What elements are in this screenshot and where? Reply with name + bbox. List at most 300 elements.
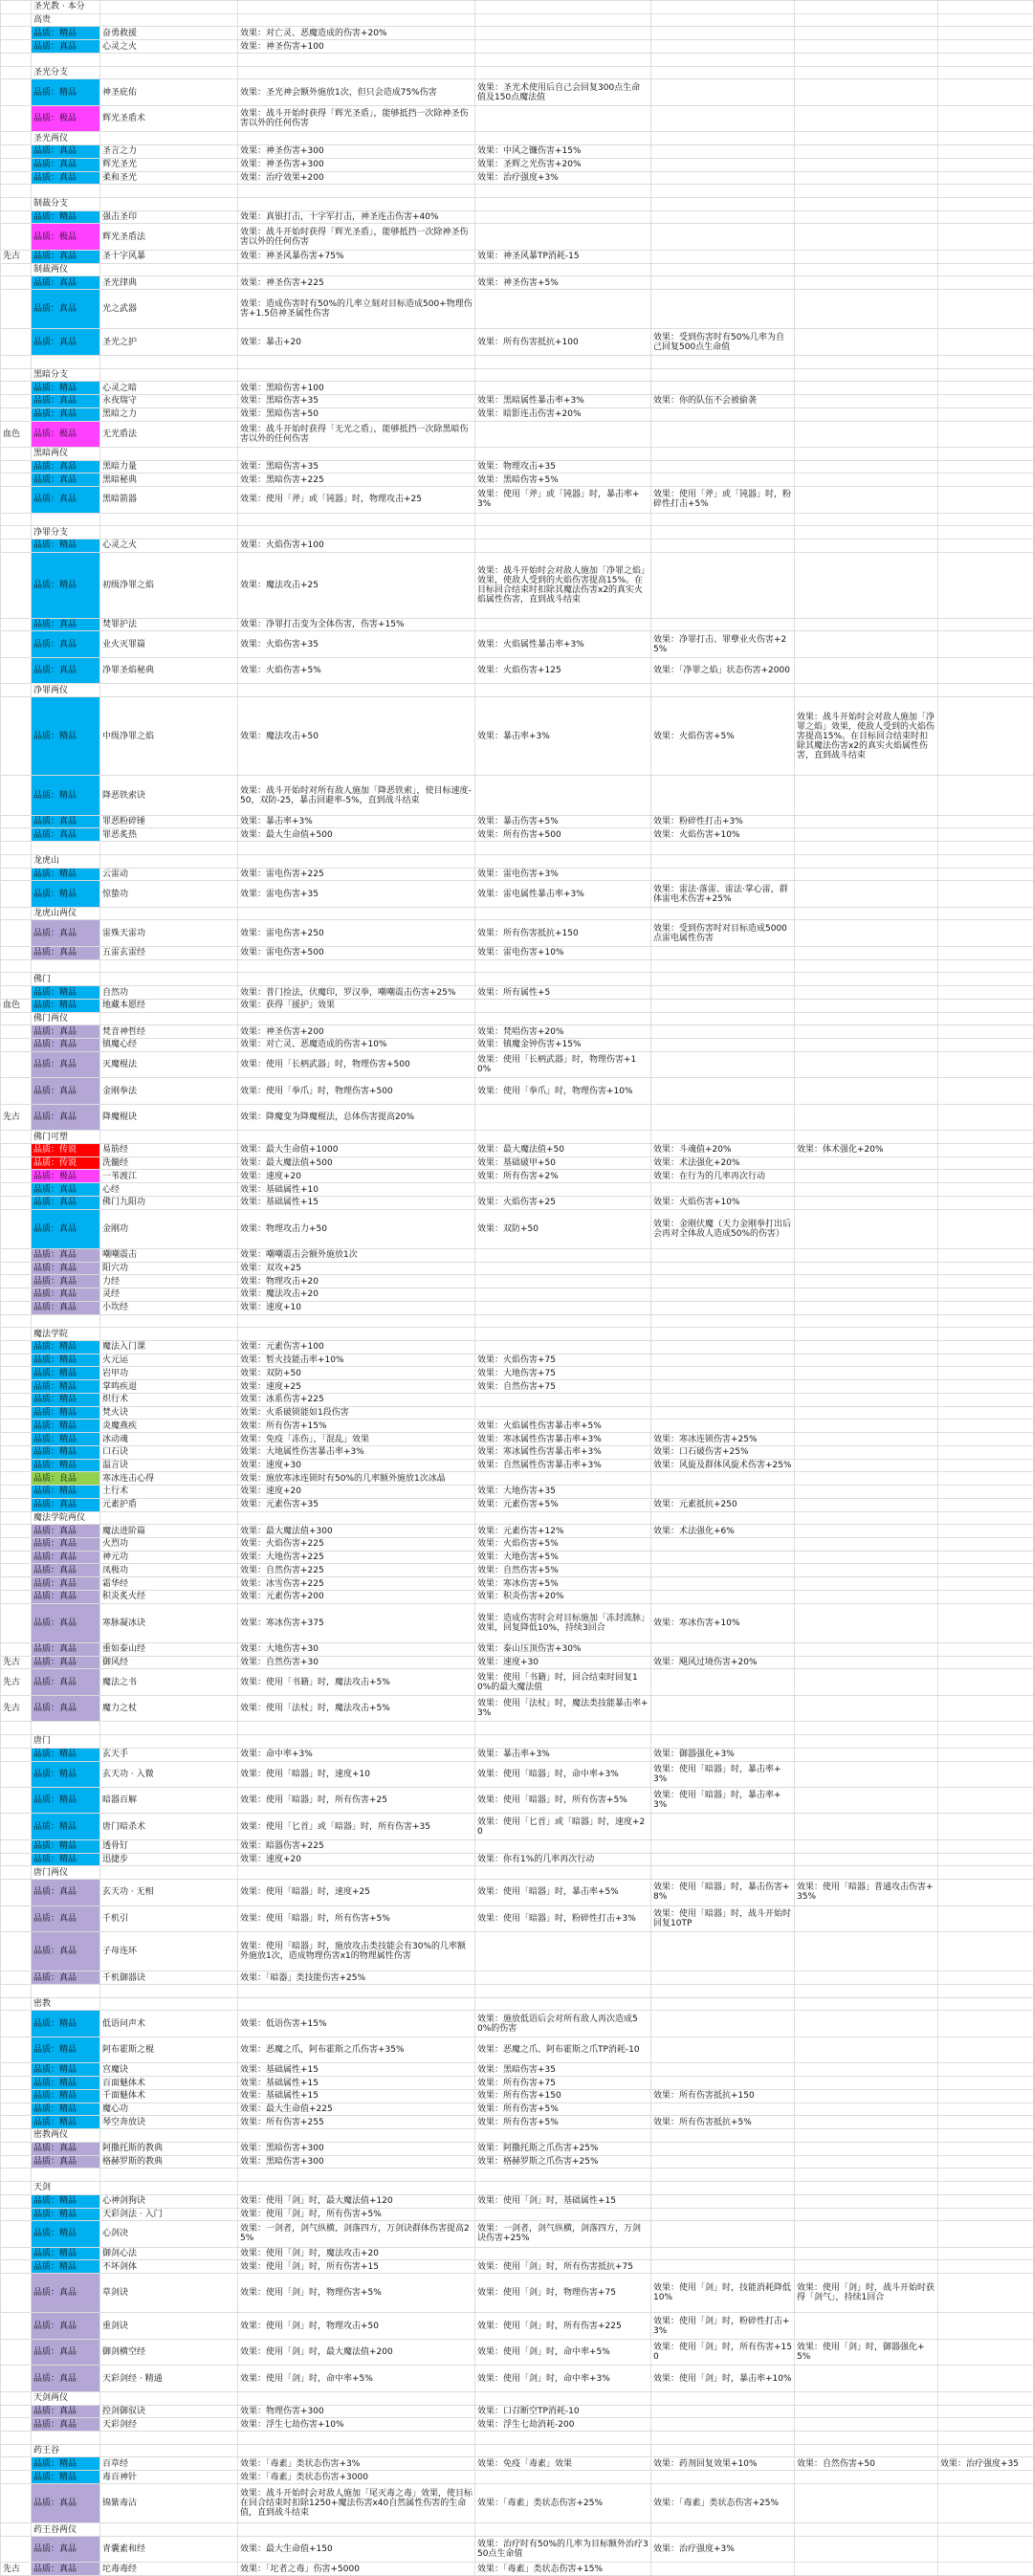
region-cell[interactable] — [1, 2011, 32, 2037]
effect-1-cell[interactable]: 效果：圣光神会额外施放1次，但只会造成75%伤害 — [238, 79, 475, 105]
effect-3-cell[interactable]: 效果：治疗强度+3% — [651, 2536, 795, 2562]
effect-2-cell[interactable] — [475, 2129, 651, 2143]
quality-cell[interactable]: 品质：真品 — [32, 2339, 100, 2365]
effect-2-cell[interactable]: 效果：火焰伤害+25 — [475, 1196, 651, 1209]
effect-5-cell[interactable] — [938, 696, 1033, 775]
effect-2-cell[interactable] — [475, 185, 651, 198]
effect-5-cell[interactable] — [938, 1183, 1033, 1197]
quality-cell[interactable]: 品质：精品 — [32, 1761, 100, 1787]
effect-3-cell[interactable] — [651, 973, 795, 986]
effect-3-cell[interactable]: 效果：元素抵抗+250 — [651, 1498, 795, 1511]
region-cell[interactable] — [1, 696, 32, 775]
skill-name-cell[interactable] — [100, 2444, 238, 2457]
effect-2-cell[interactable] — [475, 382, 651, 395]
effect-2-cell[interactable]: 效果：物理攻击+35 — [475, 460, 651, 473]
region-cell[interactable] — [1, 407, 32, 421]
effect-4-cell[interactable] — [795, 1341, 938, 1354]
effect-4-cell[interactable] — [795, 868, 938, 881]
effect-1-cell[interactable]: 效果：雷电伤害+250 — [238, 920, 475, 946]
effect-4-cell[interactable] — [795, 539, 938, 553]
quality-cell[interactable]: 品质：真品 — [32, 1288, 100, 1302]
quality-cell[interactable]: 品质：真品 — [32, 1564, 100, 1577]
effect-3-cell[interactable]: 效果：使用「剑」时，粉碎性打击+3% — [651, 2313, 795, 2339]
effect-2-cell[interactable]: 效果：造成伤害时会对目标施加「冻封流脉」效果，回复降低10%，持续3回合 — [475, 1603, 651, 1642]
effect-3-cell[interactable] — [651, 53, 795, 66]
region-cell[interactable] — [1, 2418, 32, 2432]
effect-5-cell[interactable] — [938, 263, 1033, 276]
skill-name-cell[interactable]: 迅捷步 — [100, 1853, 238, 1866]
effect-2-cell[interactable]: 效果：暴击率+3% — [475, 1748, 651, 1761]
quality-cell[interactable]: 品质：真品 — [32, 1209, 100, 1248]
skill-name-cell[interactable]: 火元运 — [100, 1354, 238, 1367]
quality-cell[interactable]: 品质：真品 — [32, 1025, 100, 1039]
effect-5-cell[interactable] — [938, 27, 1033, 40]
effect-5-cell[interactable] — [938, 2077, 1033, 2090]
skill-name-cell[interactable]: 天彩剑经 — [100, 2418, 238, 2432]
skill-name-cell[interactable]: 圣光之护 — [100, 329, 238, 355]
effect-4-cell[interactable] — [795, 2182, 938, 2195]
quality-cell[interactable]: 品质：真品 — [32, 1695, 100, 1721]
effect-5-cell[interactable] — [938, 1486, 1033, 1499]
region-cell[interactable] — [1, 1078, 32, 1104]
skill-name-cell[interactable] — [100, 1314, 238, 1328]
effect-3-cell[interactable] — [651, 1564, 795, 1577]
effect-4-cell[interactable] — [795, 1078, 938, 1104]
quality-cell[interactable]: 品质：精品 — [32, 1380, 100, 1394]
region-cell[interactable] — [1, 1275, 32, 1288]
region-cell[interactable] — [1, 105, 32, 131]
effect-5-cell[interactable] — [938, 1367, 1033, 1380]
skill-name-cell[interactable] — [100, 907, 238, 920]
effect-1-cell[interactable]: 效果：战斗开始时获得「无光之盾」，能够抵挡一次除黑暗伤害以外的任何伤害 — [238, 421, 475, 447]
effect-5-cell[interactable] — [938, 198, 1033, 211]
quality-cell[interactable] — [32, 1985, 100, 1998]
effect-4-cell[interactable] — [795, 815, 938, 828]
effect-2-cell[interactable]: 效果：使用「剑」时，所有伤害抵抗+75 — [475, 2260, 651, 2274]
effect-1-cell[interactable]: 效果：「毒素」类状态伤害+3000 — [238, 2471, 475, 2484]
effect-3-cell[interactable] — [651, 986, 795, 1000]
effect-1-cell[interactable]: 效果：冰系伤害+225 — [238, 1393, 475, 1406]
effect-3-cell[interactable] — [651, 1288, 795, 1302]
effect-4-cell[interactable] — [795, 1445, 938, 1459]
effect-4-cell[interactable] — [795, 776, 938, 815]
effect-5-cell[interactable] — [938, 1170, 1033, 1183]
effect-2-cell[interactable]: 效果：所有伤害+150 — [475, 2089, 651, 2103]
quality-cell[interactable]: 品质：传说 — [32, 1143, 100, 1156]
effect-4-cell[interactable] — [795, 2432, 938, 2445]
skill-name-cell[interactable]: 自然功 — [100, 986, 238, 1000]
region-cell[interactable] — [1, 2194, 32, 2208]
effect-2-cell[interactable]: 效果：所有伤害抵抗+150 — [475, 920, 651, 946]
effect-2-cell[interactable] — [475, 224, 651, 250]
effect-3-cell[interactable] — [651, 79, 795, 105]
effect-3-cell[interactable] — [651, 40, 795, 54]
quality-cell[interactable]: 品质：真品 — [32, 2313, 100, 2339]
region-cell[interactable] — [1, 1525, 32, 1538]
skill-name-cell[interactable]: 御剑心法 — [100, 2247, 238, 2260]
quality-cell[interactable] — [32, 1314, 100, 1328]
effect-5-cell[interactable] — [938, 1420, 1033, 1433]
effect-3-cell[interactable] — [651, 1354, 795, 1367]
effect-1-cell[interactable]: 效果：雷电伤害+225 — [238, 868, 475, 881]
effect-3-cell[interactable] — [651, 2142, 795, 2155]
effect-5-cell[interactable] — [938, 1248, 1033, 1262]
effect-5-cell[interactable] — [938, 1078, 1033, 1104]
effect-2-cell[interactable]: 效果：治疗强度+3% — [475, 171, 651, 185]
effect-3-cell[interactable] — [651, 1262, 795, 1275]
effect-3-cell[interactable]: 效果：使用「暗器」时，暴击率+3% — [651, 1787, 795, 1813]
region-cell[interactable] — [1, 1328, 32, 1341]
region-cell[interactable] — [1, 2536, 32, 2562]
quality-cell[interactable]: 品质：真品 — [32, 1590, 100, 1603]
skill-name-cell[interactable]: 寒脉凝冰诀 — [100, 1603, 238, 1642]
effect-3-cell[interactable] — [651, 263, 795, 276]
effect-1-cell[interactable] — [238, 513, 475, 526]
quality-cell[interactable]: 品质：精品 — [32, 868, 100, 881]
skill-name-cell[interactable]: 辉光圣盾法 — [100, 224, 238, 250]
quality-cell[interactable]: 品质：精品 — [32, 2077, 100, 2090]
effect-2-cell[interactable]: 效果：自然属性伤害暴击率+3% — [475, 1459, 651, 1472]
quality-cell[interactable]: 品质：真品 — [32, 2366, 100, 2391]
effect-1-cell[interactable] — [238, 355, 475, 368]
effect-2-cell[interactable] — [475, 999, 651, 1012]
skill-name-cell[interactable] — [100, 1131, 238, 1144]
effect-1-cell[interactable]: 效果：使用「长柄武器」时，物理伤害+500 — [238, 1051, 475, 1077]
effect-1-cell[interactable]: 效果：使用「拳爪」时，物理伤害+500 — [238, 1078, 475, 1104]
effect-3-cell[interactable] — [651, 1590, 795, 1603]
region-cell[interactable] — [1, 1301, 32, 1314]
quality-cell[interactable]: 品质：真品 — [32, 1183, 100, 1197]
effect-2-cell[interactable] — [475, 290, 651, 329]
skill-name-cell[interactable]: 霜华经 — [100, 1577, 238, 1591]
effect-1-cell[interactable]: 效果：「坨者之毒」伤害+5000 — [238, 2563, 475, 2576]
effect-4-cell[interactable] — [795, 1538, 938, 1552]
effect-2-cell[interactable] — [475, 2391, 651, 2405]
effect-2-cell[interactable]: 效果：使用「暗器」时，命中率+3% — [475, 1761, 651, 1787]
effect-4-cell[interactable] — [795, 999, 938, 1012]
effect-1-cell[interactable]: 效果：元素伤害+35 — [238, 1498, 475, 1511]
quality-cell[interactable]: 品质：真品 — [32, 1905, 100, 1931]
effect-3-cell[interactable] — [651, 618, 795, 631]
region-cell[interactable] — [1, 40, 32, 54]
effect-3-cell[interactable]: 效果：粉碎性打击+3% — [651, 815, 795, 828]
effect-2-cell[interactable]: 效果：圣光术使用后自己会回复300点生命值及150点魔法值 — [475, 79, 651, 105]
effect-4-cell[interactable] — [795, 1551, 938, 1564]
skill-name-cell[interactable]: 永夜瑞守 — [100, 395, 238, 408]
skill-name-cell[interactable] — [100, 1328, 238, 1341]
effect-2-cell[interactable]: 效果：雷电伤害+10% — [475, 946, 651, 959]
skill-name-cell[interactable]: 金刚功 — [100, 1209, 238, 1248]
effect-3-cell[interactable] — [651, 907, 795, 920]
skill-name-cell[interactable]: 子母连环 — [100, 1932, 238, 1971]
effect-5-cell[interactable] — [938, 2471, 1033, 2484]
effect-4-cell[interactable] — [795, 40, 938, 54]
quality-cell[interactable]: 品质：精品 — [32, 210, 100, 224]
effect-1-cell[interactable]: 效果：黑暗伤害+35 — [238, 395, 475, 408]
effect-5-cell[interactable] — [938, 1564, 1033, 1577]
quality-cell[interactable]: 品质：精品 — [32, 2103, 100, 2116]
region-cell[interactable] — [1, 368, 32, 382]
region-cell[interactable] — [1, 828, 32, 842]
region-cell[interactable] — [1, 1722, 32, 1735]
quality-cell[interactable]: 圣光分支 — [32, 66, 100, 79]
effect-1-cell[interactable]: 效果：双攻+25 — [238, 1262, 475, 1275]
skill-name-cell[interactable]: 降恶铁索诀 — [100, 776, 238, 815]
effect-3-cell[interactable]: 效果：受到伤害时有50%几率为自己回复500点生命值 — [651, 329, 795, 355]
effect-2-cell[interactable]: 效果：恶魔之爪、阿布霍斯之爪TP消耗-10 — [475, 2037, 651, 2062]
skill-name-cell[interactable]: 心剑决 — [100, 2221, 238, 2247]
effect-1-cell[interactable]: 效果：低语伤害+15% — [238, 2011, 475, 2037]
quality-cell[interactable]: 唐门两仪 — [32, 1866, 100, 1880]
quality-cell[interactable]: 品质：真品 — [32, 1275, 100, 1288]
effect-2-cell[interactable]: 效果：战斗开始时会对敌人施加「净罪之焰」效果，使敌人受到的火焰伤害提高15%。在目标回合结束时扣除其魔法伤害x2的真实火焰属性伤害，直到战斗结束 — [475, 552, 651, 618]
quality-cell[interactable]: 品质：真品 — [32, 1932, 100, 1971]
quality-cell[interactable]: 唐门 — [32, 1735, 100, 1749]
effect-3-cell[interactable] — [651, 1328, 795, 1341]
region-cell[interactable] — [1, 776, 32, 815]
effect-4-cell[interactable] — [795, 2155, 938, 2169]
region-cell[interactable] — [1, 1985, 32, 1998]
effect-1-cell[interactable]: 效果：火焰伤害+35 — [238, 631, 475, 657]
effect-2-cell[interactable] — [475, 66, 651, 79]
effect-2-cell[interactable] — [475, 2169, 651, 2182]
effect-5-cell[interactable] — [938, 1314, 1033, 1328]
effect-1-cell[interactable]: 效果：一剑者，剑气纵横，剑落四方，万剑诀群体伤害提高25% — [238, 2221, 475, 2247]
effect-5-cell[interactable] — [938, 1880, 1033, 1905]
skill-name-cell[interactable]: 心灵之火 — [100, 539, 238, 553]
region-cell[interactable] — [1, 1590, 32, 1603]
skill-name-cell[interactable]: 寒冰连击心得 — [100, 1472, 238, 1486]
effect-4-cell[interactable] — [795, 2063, 938, 2077]
region-cell[interactable] — [1, 2444, 32, 2457]
effect-2-cell[interactable] — [475, 1012, 651, 1025]
effect-1-cell[interactable]: 效果：使用「剑」时，物理伤害+5% — [238, 2274, 475, 2313]
effect-1-cell[interactable]: 效果：战斗开始时获得「辉光圣盾」，能够抵挡一次除神圣伤害以外的任何伤害 — [238, 105, 475, 131]
region-cell[interactable] — [1, 185, 32, 198]
effect-4-cell[interactable] — [795, 1669, 938, 1695]
effect-5-cell[interactable] — [938, 1853, 1033, 1866]
skill-name-cell[interactable]: 元素护盾 — [100, 1498, 238, 1511]
effect-2-cell[interactable]: 效果：使用「剑」时，命中率+3% — [475, 2366, 651, 2391]
effect-3-cell[interactable]: 效果：风旋及群体风旋术伤害+25% — [651, 1459, 795, 1472]
effect-2-cell[interactable] — [475, 1275, 651, 1288]
effect-5-cell[interactable] — [938, 854, 1033, 868]
effect-5-cell[interactable] — [938, 552, 1033, 618]
effect-1-cell[interactable]: 效果：速度+20 — [238, 1170, 475, 1183]
region-cell[interactable]: 先古 — [1, 1656, 32, 1669]
skill-name-cell[interactable]: 百面魅体术 — [100, 2077, 238, 2090]
effect-5-cell[interactable] — [938, 158, 1033, 171]
effect-5-cell[interactable] — [938, 2260, 1033, 2274]
effect-4-cell[interactable] — [795, 1853, 938, 1866]
effect-2-cell[interactable] — [475, 198, 651, 211]
effect-3-cell[interactable] — [651, 2221, 795, 2247]
effect-5-cell[interactable] — [938, 657, 1033, 683]
region-cell[interactable] — [1, 2457, 32, 2471]
skill-name-cell[interactable]: 神元功 — [100, 1551, 238, 1564]
effect-1-cell[interactable] — [238, 1, 475, 14]
region-cell[interactable] — [1, 1498, 32, 1511]
effect-5-cell[interactable] — [938, 986, 1033, 1000]
effect-4-cell[interactable] — [795, 828, 938, 842]
effect-1-cell[interactable]: 效果：基础属性+15 — [238, 1196, 475, 1209]
effect-5-cell[interactable] — [938, 2432, 1033, 2445]
effect-5-cell[interactable] — [938, 395, 1033, 408]
skill-name-cell[interactable] — [100, 1997, 238, 2011]
effect-1-cell[interactable]: 效果：雷电伤害+500 — [238, 946, 475, 959]
effect-4-cell[interactable] — [795, 1761, 938, 1787]
effect-1-cell[interactable]: 效果：使用「剑」时，最大魔法值+200 — [238, 2339, 475, 2365]
effect-3-cell[interactable] — [651, 171, 795, 185]
skill-name-cell[interactable]: 魔法入门课 — [100, 1341, 238, 1354]
skill-name-cell[interactable]: 辉光圣盾术 — [100, 105, 238, 131]
effect-2-cell[interactable] — [475, 447, 651, 460]
skill-name-cell[interactable]: 积炎炙火经 — [100, 1590, 238, 1603]
effect-1-cell[interactable]: 效果：真银打击，十字军打击，神圣连击伤害+40% — [238, 210, 475, 224]
effect-2-cell[interactable]: 效果：火焰属性暴击率+3% — [475, 631, 651, 657]
effect-1-cell[interactable]: 效果：对亡灵、恶魔造成的伤害+20% — [238, 27, 475, 40]
effect-4-cell[interactable] — [795, 13, 938, 27]
effect-5-cell[interactable] — [938, 460, 1033, 473]
region-cell[interactable] — [1, 815, 32, 828]
effect-2-cell[interactable]: 效果：使用「拳爪」时，物理伤害+10% — [475, 1078, 651, 1104]
effect-2-cell[interactable]: 效果：使用「斧」或「钝器」时，暴击率+3% — [475, 487, 651, 513]
region-cell[interactable] — [1, 132, 32, 145]
effect-5-cell[interactable] — [938, 2366, 1033, 2391]
quality-cell[interactable]: 天剑两仪 — [32, 2391, 100, 2405]
effect-2-cell[interactable] — [475, 1406, 651, 1420]
effect-3-cell[interactable] — [651, 2247, 795, 2260]
effect-5-cell[interactable] — [938, 2405, 1033, 2418]
skill-name-cell[interactable] — [100, 1511, 238, 1525]
effect-2-cell[interactable]: 效果：使用「匕首」或「暗器」时，速度+20 — [475, 1814, 651, 1839]
effect-2-cell[interactable]: 效果：所有伤害+75 — [475, 2077, 651, 2090]
quality-cell[interactable]: 品质：精品 — [32, 79, 100, 105]
effect-4-cell[interactable] — [795, 2444, 938, 2457]
effect-2-cell[interactable]: 效果：「毒素」类状态伤害+15% — [475, 2563, 651, 2576]
effect-4-cell[interactable] — [795, 407, 938, 421]
effect-2-cell[interactable] — [475, 684, 651, 697]
region-cell[interactable] — [1, 907, 32, 920]
skill-name-cell[interactable]: 神圣庇佑 — [100, 79, 238, 105]
effect-4-cell[interactable] — [795, 986, 938, 1000]
effect-2-cell[interactable] — [475, 1393, 651, 1406]
skill-name-cell[interactable] — [100, 66, 238, 79]
quality-cell[interactable]: 品质：真品 — [32, 1603, 100, 1642]
region-cell[interactable] — [1, 1354, 32, 1367]
effect-4-cell[interactable] — [795, 1301, 938, 1314]
effect-3-cell[interactable] — [651, 1131, 795, 1144]
effect-5-cell[interactable] — [938, 276, 1033, 290]
region-cell[interactable] — [1, 198, 32, 211]
effect-1-cell[interactable] — [238, 973, 475, 986]
effect-2-cell[interactable]: 效果：大地伤害+75 — [475, 1367, 651, 1380]
effect-2-cell[interactable] — [475, 1262, 651, 1275]
effect-1-cell[interactable]: 效果：使用「法杖」时，魔法攻击+5% — [238, 1695, 475, 1721]
effect-4-cell[interactable] — [795, 684, 938, 697]
effect-5-cell[interactable] — [938, 210, 1033, 224]
effect-2-cell[interactable]: 效果：积炎伤害+20% — [475, 1590, 651, 1603]
quality-cell[interactable]: 品质：真品 — [32, 1525, 100, 1538]
effect-4-cell[interactable] — [795, 1406, 938, 1420]
quality-cell[interactable]: 品质：真品 — [32, 1577, 100, 1591]
effect-5-cell[interactable] — [938, 132, 1033, 145]
effect-3-cell[interactable] — [651, 842, 795, 855]
effect-3-cell[interactable] — [651, 1551, 795, 1564]
effect-3-cell[interactable] — [651, 1393, 795, 1406]
effect-1-cell[interactable]: 效果：寒冰伤害+375 — [238, 1603, 475, 1642]
effect-2-cell[interactable]: 效果：使用「暗器」时，粉碎性打击+3% — [475, 1905, 651, 1931]
effect-4-cell[interactable] — [795, 1051, 938, 1077]
effect-4-cell[interactable] — [795, 27, 938, 40]
effect-1-cell[interactable]: 效果：黑暗伤害+225 — [238, 473, 475, 487]
effect-3-cell[interactable]: 效果：「净罪之焰」状态伤害+2000 — [651, 657, 795, 683]
effect-2-cell[interactable]: 效果：大地伤害+5% — [475, 1551, 651, 1564]
skill-name-cell[interactable] — [100, 355, 238, 368]
effect-5-cell[interactable] — [938, 973, 1033, 986]
skill-name-cell[interactable]: 易筋经 — [100, 1143, 238, 1156]
effect-4-cell[interactable] — [795, 1393, 938, 1406]
region-cell[interactable] — [1, 53, 32, 66]
effect-3-cell[interactable] — [651, 1486, 795, 1499]
region-cell[interactable] — [1, 473, 32, 487]
effect-1-cell[interactable]: 效果：速度+30 — [238, 1459, 475, 1472]
effect-3-cell[interactable] — [651, 2169, 795, 2182]
quality-cell[interactable] — [32, 513, 100, 526]
effect-1-cell[interactable]: 效果：净罪打击变为全体伤害，伤害+15% — [238, 618, 475, 631]
region-cell[interactable] — [1, 395, 32, 408]
effect-5-cell[interactable] — [938, 1262, 1033, 1275]
skill-name-cell[interactable]: 透骨钉 — [100, 1839, 238, 1853]
effect-5-cell[interactable] — [938, 631, 1033, 657]
effect-3-cell[interactable] — [651, 854, 795, 868]
skill-name-cell[interactable]: 阿撒托斯的教典 — [100, 2142, 238, 2155]
effect-4-cell[interactable] — [795, 263, 938, 276]
effect-5-cell[interactable] — [938, 868, 1033, 881]
effect-2-cell[interactable]: 效果：使用「剑」时，所有伤害+225 — [475, 2313, 651, 2339]
effect-3-cell[interactable] — [651, 1012, 795, 1025]
effect-4-cell[interactable] — [795, 1170, 938, 1183]
effect-1-cell[interactable] — [238, 2432, 475, 2445]
quality-cell[interactable]: 品质：精品 — [32, 2247, 100, 2260]
effect-1-cell[interactable]: 效果：最大魔法值+300 — [238, 1525, 475, 1538]
effect-4-cell[interactable] — [795, 552, 938, 618]
effect-1-cell[interactable]: 效果：使用「暗器」时，速度+10 — [238, 1761, 475, 1787]
effect-1-cell[interactable] — [238, 1328, 475, 1341]
quality-cell[interactable]: 品质：精品 — [32, 539, 100, 553]
skill-name-cell[interactable]: 洗髓经 — [100, 1156, 238, 1170]
quality-cell[interactable] — [32, 2169, 100, 2182]
effect-2-cell[interactable]: 效果：自然伤害+75 — [475, 1380, 651, 1394]
skill-name-cell[interactable]: 岩甲功 — [100, 1367, 238, 1380]
effect-1-cell[interactable]: 效果：降魔变为降魔棍法，总体伤害提高20% — [238, 1104, 475, 1130]
quality-cell[interactable]: 高贵 — [32, 13, 100, 27]
effect-5-cell[interactable] — [938, 1814, 1033, 1839]
region-cell[interactable] — [1, 868, 32, 881]
quality-cell[interactable]: 品质：精品 — [32, 1445, 100, 1459]
skill-name-cell[interactable]: 地藏本愿经 — [100, 999, 238, 1012]
effect-4-cell[interactable] — [795, 1183, 938, 1197]
effect-3-cell[interactable]: 效果：「毒素」类状态伤害+25% — [651, 2483, 795, 2522]
effect-1-cell[interactable]: 效果：「毒素」类状态伤害+3% — [238, 2457, 475, 2471]
effect-1-cell[interactable]: 效果：使用「暗器」时，所有伤害+5% — [238, 1905, 475, 1931]
effect-1-cell[interactable]: 效果：使用「匕首」或「暗器」时，所有伤害+35 — [238, 1814, 475, 1839]
skill-name-cell[interactable] — [100, 132, 238, 145]
quality-cell[interactable]: 品质：真品 — [32, 1642, 100, 1656]
effect-5-cell[interactable] — [938, 2313, 1033, 2339]
effect-2-cell[interactable] — [475, 27, 651, 40]
effect-1-cell[interactable]: 效果：战斗开始时获得「辉光圣盾」，能够抵挡一次除神圣伤害以外的任何伤害 — [238, 224, 475, 250]
